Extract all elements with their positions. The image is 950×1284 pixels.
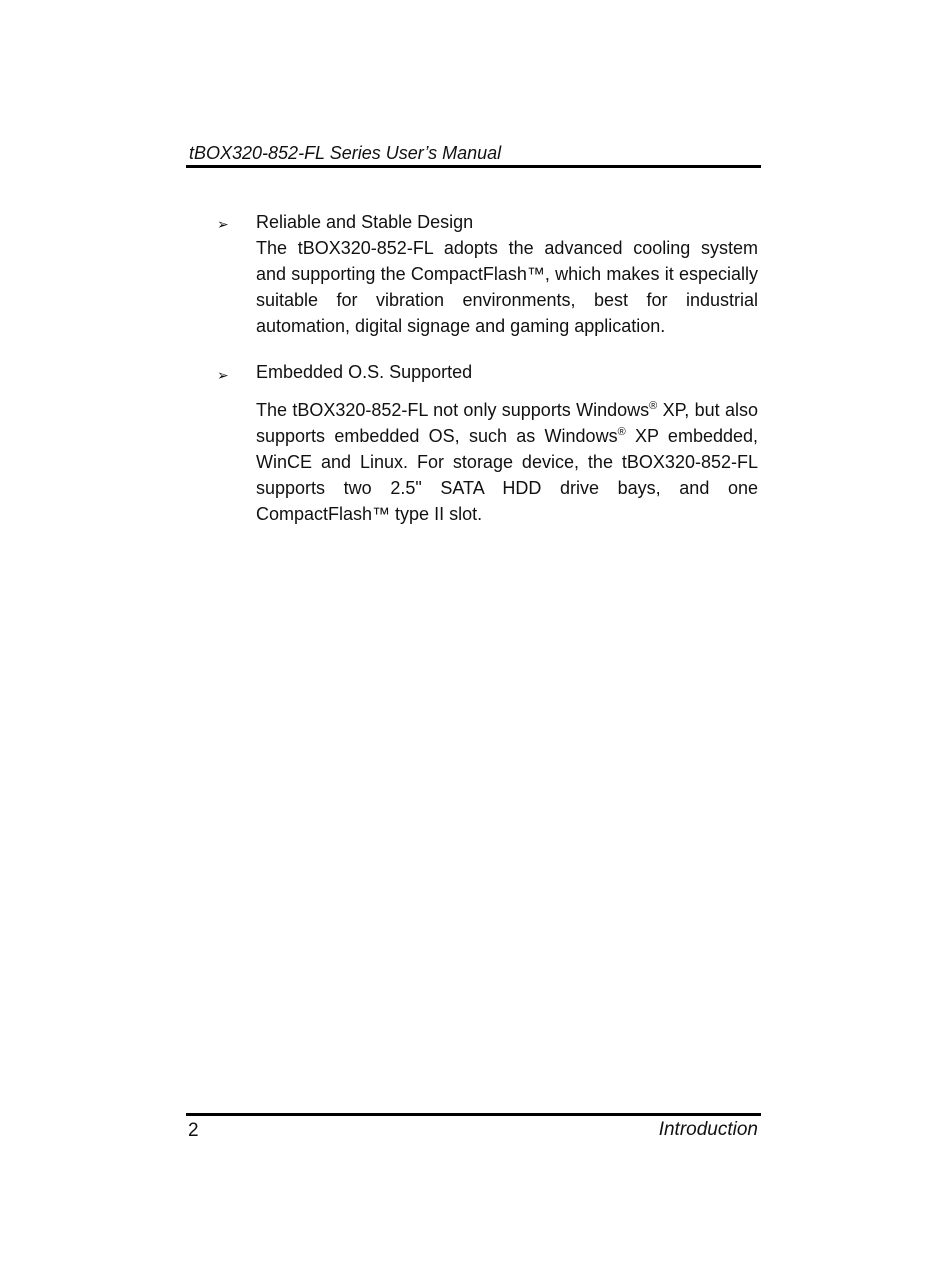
body-text-part: The tBOX320-852-FL not only supports Windows [256, 400, 650, 420]
feature-body-reliable-design: The tBOX320-852-FL adopts the advanced cooling system and supporting the CompactFlash™, which makes it especially suitable for vibration environments, best for industrial automation, digital signage and gaming application. [256, 238, 758, 336]
bullet-arrow-icon: ➢ [217, 216, 229, 232]
body-text-part: XP embedded, WinCE and Linux. For storage device, the tBOX320-852-FL supports two 2.5" SATA HDD drive bays, and one CompactFlash™ type II slot. [256, 426, 759, 524]
registered-mark: ® [649, 400, 658, 412]
page-number: 2 [188, 1120, 199, 1141]
running-header-title: tBOX320-852-FL Series User’s Manual [189, 143, 502, 163]
bullet-arrow-icon: ➢ [217, 367, 229, 383]
feature-heading-embedded-os: Embedded O.S. Supported [256, 362, 473, 382]
footer-section-title: Introduction [658, 1119, 758, 1140]
body-text-part: XP, but also supports embedded OS, such as Windows [256, 400, 758, 446]
feature-body-embedded-os [256, 397, 758, 527]
feature-heading-reliable-design: Reliable and Stable Design [256, 212, 474, 232]
header-rule [186, 165, 761, 168]
registered-mark: ® [617, 426, 626, 438]
footer-rule [186, 1113, 761, 1116]
